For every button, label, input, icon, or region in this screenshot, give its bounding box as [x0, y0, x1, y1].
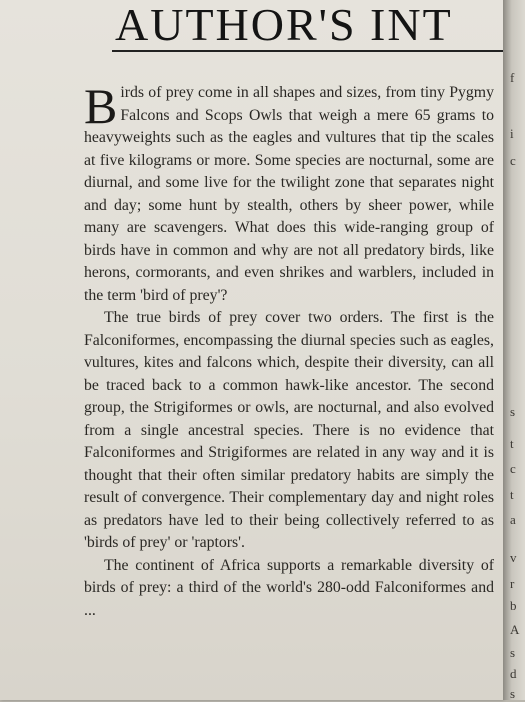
- page-title: AUTHOR'S INT: [115, 0, 453, 50]
- paragraph-1-text: irds of prey come in all shapes and sizes, from tiny Pygmy Falcons and Scops Owls that weigh a mere 65 grams to heavyweights such as the eagles and vultures that tip the scales at five kilograms or more. Some species are nocturnal, some are diurnal, and some live for the twilight zone that separates night and day; some hunt by stealth, others by sheer power, while many are scavengers. What does this wide-ranging group of birds have in common and why are not all predatory birds, like herons, cormorants, and even shrikes and warblers, included in the term 'bird of prey'?: [84, 84, 494, 304]
- paragraph-1: [84, 78, 494, 307]
- body-text: [84, 78, 494, 622]
- facing-page-letter: A: [510, 622, 520, 637]
- facing-page-letter: f: [510, 70, 515, 85]
- facing-page-edge: [503, 0, 525, 700]
- facing-page-letter: r: [510, 576, 515, 591]
- facing-page-letter: v: [510, 550, 517, 565]
- drop-cap: B: [84, 78, 118, 134]
- facing-page-letter: t: [510, 436, 514, 451]
- facing-page-letter: d: [510, 666, 517, 681]
- facing-page-letter: c: [510, 153, 516, 168]
- facing-page-letter: a: [510, 512, 516, 527]
- facing-page-letter: b: [510, 598, 517, 613]
- title-rule: [112, 50, 512, 52]
- paragraph-2: The true birds of prey cover two orders. The first is the Falconiformes, encompassing the diurnal species such as eagles, vultures, kites and falcons which, despite their diversity, can all be traced back to a common hawk-like ancestor. The second group, the Strigiformes or owls, are nocturnal, and also evolved from a single ancestral species. There is no evidence that Falconiformes and Strigiformes are related in any way and it is thought that their often similar predatory habits are simply the result of convergence. Their complementary day and night roles as predators have led to their being collectively referred to as 'birds of prey' or 'raptors'.: [84, 309, 494, 551]
- facing-page-letter: t: [510, 487, 514, 502]
- facing-page-letter: s: [510, 404, 516, 419]
- facing-page-letter: i: [510, 126, 514, 141]
- facing-page-letter: s: [510, 645, 516, 660]
- facing-page-letter: s: [510, 686, 516, 701]
- paragraph-3: The continent of Africa supports a remarkable diversity of birds of prey: a third of the world's 280-odd Falconiformes and ...: [84, 556, 494, 619]
- facing-page-letter: c: [510, 461, 516, 476]
